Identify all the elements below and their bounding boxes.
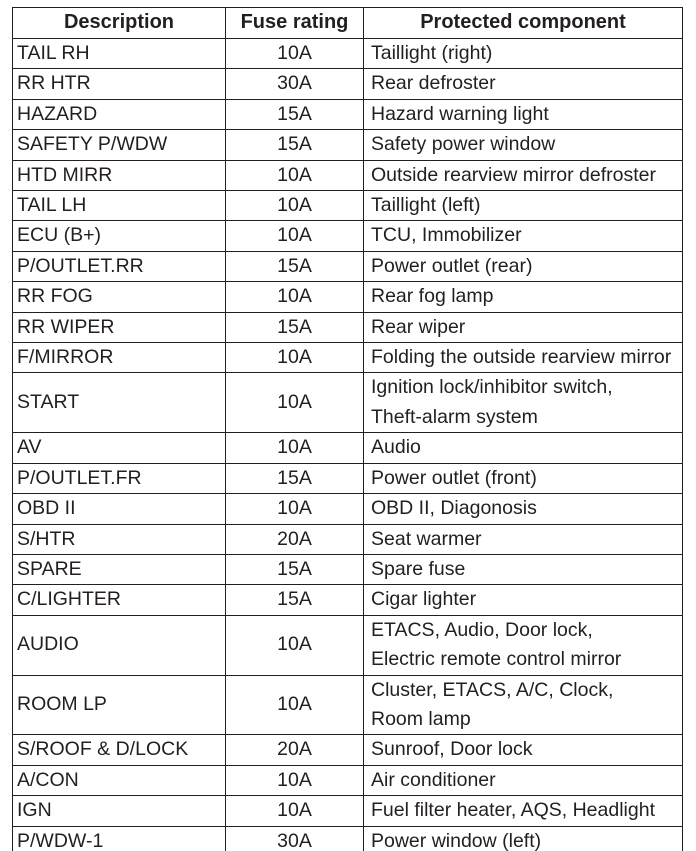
fuse-rating: 10A <box>226 191 364 221</box>
protected-component-line: Safety power window <box>371 133 556 156</box>
protected-component <box>364 99 683 129</box>
fuse-description: IGN <box>13 796 226 826</box>
fuse-rating: 15A <box>226 251 364 281</box>
table-row <box>13 826 683 851</box>
table-row <box>13 282 683 312</box>
table-row <box>13 463 683 493</box>
table-row <box>13 615 683 675</box>
protected-component <box>364 282 683 312</box>
protected-component <box>364 524 683 554</box>
fuse-description: ECU (B+) <box>13 221 226 251</box>
table-row <box>13 69 683 99</box>
protected-component <box>364 615 683 675</box>
table-row <box>13 675 683 735</box>
protected-component-line: ETACS, Audio, Door lock, <box>371 618 593 641</box>
protected-component-line: Outside rearview mirror defroster <box>371 163 656 186</box>
table-row <box>13 585 683 615</box>
protected-component <box>364 826 683 851</box>
protected-component <box>364 69 683 99</box>
protected-component <box>364 554 683 584</box>
fuse-description: SPARE <box>13 554 226 584</box>
protected-component-line: Cigar lighter <box>371 588 477 611</box>
fuse-description: HAZARD <box>13 99 226 129</box>
protected-component-line: Sunroof, Door lock <box>371 738 533 761</box>
fuse-rating: 10A <box>226 39 364 69</box>
protected-component-line: Ignition lock/inhibitor switch, <box>371 376 613 399</box>
protected-component-line: Folding the outside rearview mirror <box>371 346 672 369</box>
protected-component-line: TCU, Immobilizer <box>371 224 522 247</box>
protected-component-line: Rear fog lamp <box>371 285 494 308</box>
protected-component-line: Fuel filter heater, AQS, Headlight <box>371 799 655 822</box>
protected-component-line: Power outlet (front) <box>371 466 537 489</box>
protected-component <box>364 343 683 373</box>
fuse-rating: 10A <box>226 765 364 795</box>
fuse-rating: 15A <box>226 554 364 584</box>
fuse-rating: 20A <box>226 735 364 765</box>
protected-component <box>364 130 683 160</box>
fuse-rating: 10A <box>226 433 364 463</box>
table-row <box>13 221 683 251</box>
protected-component <box>364 494 683 524</box>
fuse-description: C/LIGHTER <box>13 585 226 615</box>
fuse-rating: 10A <box>226 494 364 524</box>
fuse-description: P/OUTLET.RR <box>13 251 226 281</box>
protected-component <box>364 675 683 735</box>
protected-component-line: Electric remote control mirror <box>371 648 622 671</box>
protected-component <box>364 735 683 765</box>
fuse-description: P/OUTLET.FR <box>13 463 226 493</box>
protected-component <box>364 39 683 69</box>
fuse-description: HTD MIRR <box>13 160 226 190</box>
protected-component-line: Taillight (right) <box>371 42 493 64</box>
table-row <box>13 765 683 795</box>
table-row <box>13 191 683 221</box>
fuse-description: AV <box>13 433 226 463</box>
table-row <box>13 433 683 463</box>
table-row <box>13 796 683 826</box>
table-row <box>13 494 683 524</box>
protected-component <box>364 373 683 433</box>
protected-component-line: Taillight (left) <box>371 194 481 217</box>
protected-component-line: Hazard warning light <box>371 102 549 125</box>
header-protected-component: Protected component <box>364 8 683 39</box>
table-row <box>13 130 683 160</box>
fuse-description: SAFETY P/WDW <box>13 130 226 160</box>
protected-component <box>364 160 683 190</box>
fuse-rating: 10A <box>226 675 364 735</box>
fuse-description: A/CON <box>13 765 226 795</box>
fuse-rating: 10A <box>226 282 364 312</box>
fuse-rating: 10A <box>226 796 364 826</box>
fuse-rating: 30A <box>226 69 364 99</box>
fuse-rating: 15A <box>226 99 364 129</box>
protected-component-line: Cluster, ETACS, A/C, Clock, <box>371 678 614 701</box>
header-fuse-rating: Fuse rating <box>226 8 364 39</box>
fuse-description: TAIL RH <box>13 39 226 69</box>
fuse-table <box>12 7 683 851</box>
fuse-description: START <box>13 373 226 433</box>
protected-component <box>364 191 683 221</box>
fuse-rating: 15A <box>226 130 364 160</box>
protected-component-line: Air conditioner <box>371 768 496 791</box>
fuse-rating: 15A <box>226 312 364 342</box>
table-row <box>13 160 683 190</box>
protected-component-line: Audio <box>371 436 421 459</box>
fuse-rating: 10A <box>226 615 364 675</box>
table-row <box>13 312 683 342</box>
fuse-table-body <box>13 39 683 851</box>
protected-component <box>364 796 683 826</box>
table-row <box>13 99 683 129</box>
fuse-description: RR WIPER <box>13 312 226 342</box>
table-row <box>13 524 683 554</box>
fuse-description: RR HTR <box>13 69 226 99</box>
table-row <box>13 554 683 584</box>
fuse-description: OBD II <box>13 494 226 524</box>
fuse-rating: 10A <box>226 221 364 251</box>
fuse-rating: 20A <box>226 524 364 554</box>
fuse-rating: 10A <box>226 160 364 190</box>
fuse-rating: 10A <box>226 343 364 373</box>
fuse-rating: 10A <box>226 373 364 433</box>
protected-component <box>364 433 683 463</box>
protected-component <box>364 312 683 342</box>
header-row <box>13 8 683 39</box>
protected-component-line: Theft-alarm system <box>371 405 538 428</box>
table-row <box>13 373 683 433</box>
fuse-rating: 15A <box>226 463 364 493</box>
fuse-description: F/MIRROR <box>13 343 226 373</box>
table-row <box>13 39 683 69</box>
fuse-description: S/HTR <box>13 524 226 554</box>
protected-component <box>364 221 683 251</box>
protected-component-line: Power outlet (rear) <box>371 254 533 277</box>
header-description: Description <box>13 8 226 39</box>
table-row <box>13 343 683 373</box>
fuse-description: ROOM LP <box>13 675 226 735</box>
fuse-rating: 30A <box>226 826 364 851</box>
table-row <box>13 251 683 281</box>
fuse-description: RR FOG <box>13 282 226 312</box>
table-row <box>13 735 683 765</box>
protected-component-line: OBD II, Diagonosis <box>371 497 537 520</box>
protected-component-line: Rear defroster <box>371 72 496 95</box>
fuse-description: TAIL LH <box>13 191 226 221</box>
protected-component <box>364 251 683 281</box>
protected-component-line: Seat warmer <box>371 527 482 550</box>
protected-component <box>364 585 683 615</box>
protected-component-line: Power window (left) <box>371 829 542 851</box>
protected-component-line: Spare fuse <box>371 557 466 580</box>
fuse-rating: 15A <box>226 585 364 615</box>
protected-component <box>364 463 683 493</box>
protected-component <box>364 765 683 795</box>
protected-component-line: Room lamp <box>371 707 471 730</box>
fuse-description: P/WDW-1 <box>13 826 226 851</box>
fuse-description: S/ROOF & D/LOCK <box>13 735 226 765</box>
fuse-description: AUDIO <box>13 615 226 675</box>
protected-component-line: Rear wiper <box>371 315 466 338</box>
